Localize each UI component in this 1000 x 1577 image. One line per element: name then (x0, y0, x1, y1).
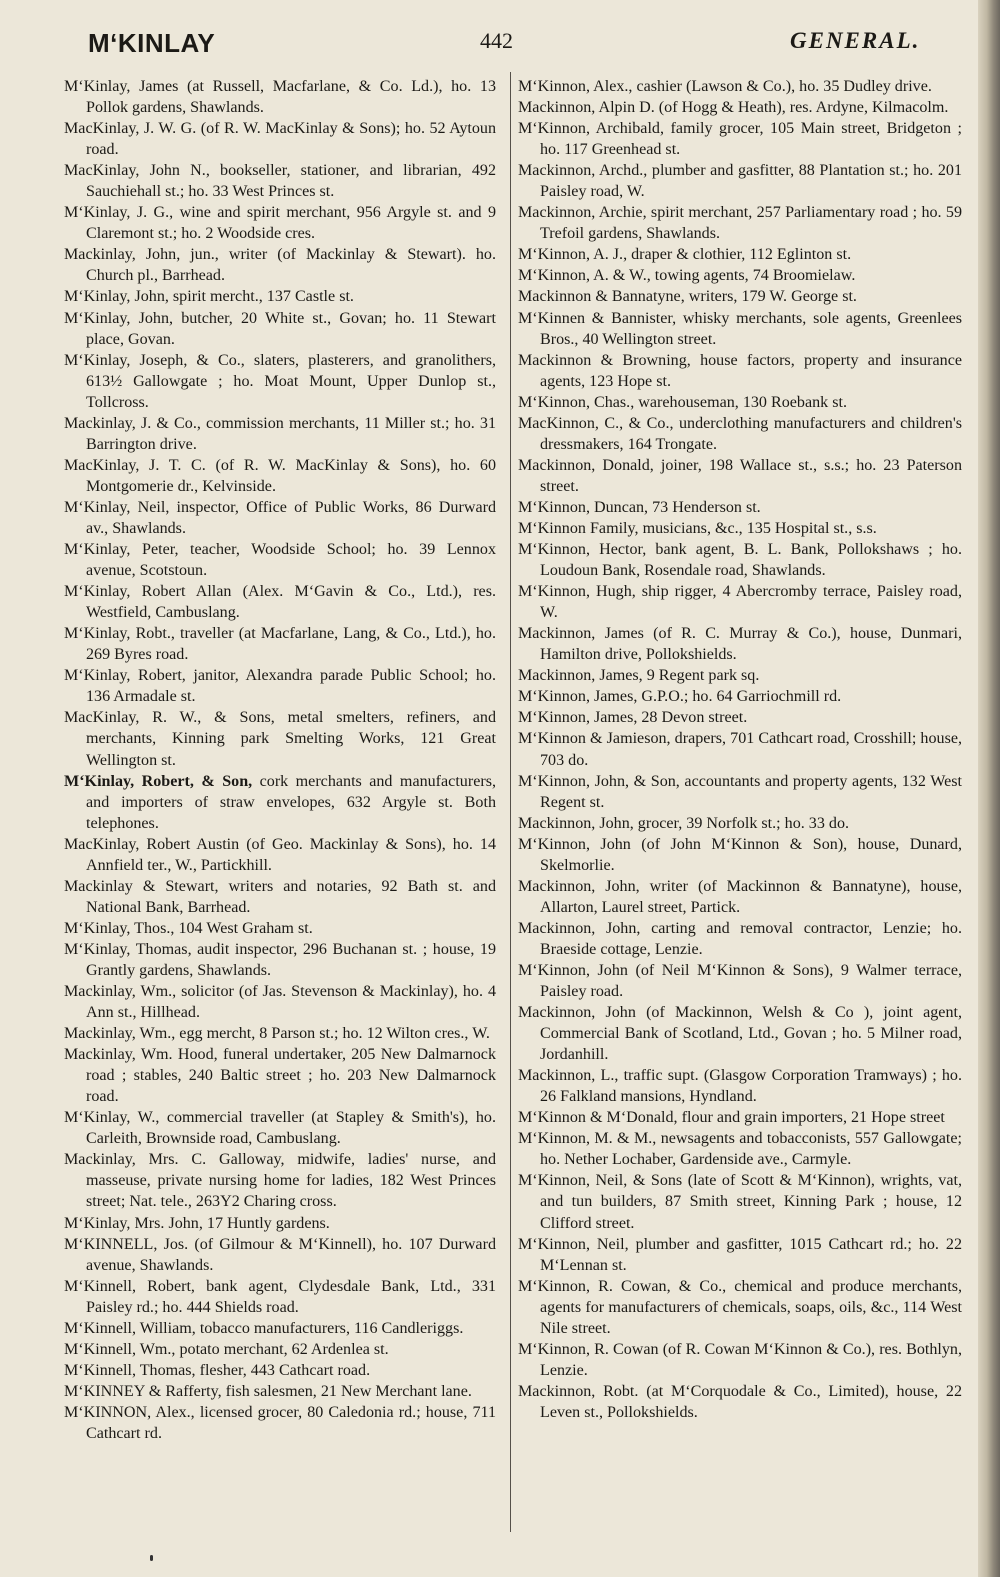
left-column (64, 76, 496, 1444)
entry-details: cork merchants and manufacturers, and importers of straw envelopes, 632 Argyle st. Both telephones. (86, 772, 496, 832)
directory-entry: Mackinnon, L., traffic supt. (Glasgow Corporation Tramways) ; ho. 26 Falkland mansions, Hyndland. (518, 1067, 962, 1106)
directory-entry: M‘Kinnon, Alex., cashier (Lawson & Co.), ho. 35 Dudley drive. (518, 78, 932, 95)
directory-entry: M‘Kinnon, Neil, & Sons (late of Scott & M‘Kinnon), wrights, vat, and tun builders, 87 Smith street, Kinning Park ; house, 12 Clifford street. (518, 1172, 962, 1232)
directory-entry: Mackinnon, James (of R. C. Murray & Co.), house, Dunmari, Hamilton drive, Pollokshields. (518, 625, 962, 664)
directory-entry: M‘Kinnon, A. J., draper & clothier, 112 Eglinton st. (518, 246, 852, 264)
directory-entry: M‘Kinnon, John, & Son, accountants and property agents, 132 West Regent st. (518, 772, 962, 811)
directory-entry: Mackinnon, John, grocer, 39 Norfolk st.; ho. 33 do. (518, 814, 850, 832)
page-header (0, 22, 978, 62)
directory-entry: M‘Kinnon, Archibald, family grocer, 105 Main street, Bridgeton ; ho. 117 Greenhead st. (518, 120, 962, 159)
directory-entry: Mackinnon, Archd., plumber and gasfitter, 88 Plantation st.; ho. 201 Paisley road, W. (518, 162, 962, 201)
directory-entry: M‘KINNELL, Jos. (of Gilmour & M‘Kinnell), ho. 107 Durward avenue, Shawlands. (64, 1235, 496, 1274)
directory-entry: M‘Kinnon, A. & W., towing agents, 74 Broomielaw. (518, 267, 856, 285)
directory-entry: M‘Kinlay, Thomas, audit inspector, 296 Buchanan st. ; house, 19 Grantly gardens, Shawlands. (64, 940, 496, 979)
directory-entry: M‘Kinnen & Bannister, whisky merchants, sole agents, Greenlees Bros., 40 Wellington street. (518, 309, 962, 348)
directory-entry: M‘Kinlay, J. G., wine and spirit merchant, 956 Argyle st. and 9 Claremont st.; ho. 2 Woodside cres. (64, 204, 496, 243)
directory-entry: Mackinlay, J. & Co., commission merchants, 11 Miller st.; ho. 31 Barrington drive. (64, 414, 496, 453)
directory-entry: MacKinlay, J. W. G. (of R. W. MacKinlay & Sons); ho. 52 Aytoun road. (64, 120, 496, 159)
directory-entry: M‘Kinnell, Thomas, flesher, 443 Cathcart road. (64, 1361, 371, 1379)
directory-entry: M‘Kinlay, Mrs. John, 17 Huntly gardens. (64, 1214, 330, 1232)
directory-entry: Mackinlay & Stewart, writers and notaries, 92 Bath st. and National Bank, Barrhead. (64, 877, 496, 916)
directory-entry: MacKinnon, C., & Co., underclothing manufacturers and children's dressmakers, 164 Trongate. (518, 414, 962, 453)
directory-entry: M‘Kinnell, William, tobacco manufacturers, 116 Candleriggs. (64, 1319, 464, 1337)
directory-entry: M‘KINNEY & Rafferty, fish salesmen, 21 New Merchant lane. (64, 1382, 472, 1400)
directory-entry: Mackinnon, John, writer (of Mackinnon & Bannatyne), house, Allarton, Laurel street, Partick. (518, 877, 962, 916)
page-number: 442 (480, 28, 513, 53)
directory-entry: M‘Kinnon & M‘Donald, flour and grain importers, 21 Hope street (518, 1109, 945, 1127)
directory-entry: M‘Kinnell, Robert, bank agent, Clydesdale Bank, Ltd., 331 Paisley rd.; ho. 444 Shields road. (64, 1277, 496, 1316)
directory-entry: M‘Kinnon, Chas., warehouseman, 130 Roebank st. (518, 393, 847, 411)
book-gutter-edge (978, 0, 1000, 1577)
ink-speck (150, 1555, 153, 1561)
directory-entry: Mackinnon, Robt. (at M‘Corquodale & Co., Limited), house, 22 Leven st., Pollokshields. (518, 1382, 962, 1421)
directory-entry: M‘Kinlay, Robert, janitor, Alexandra parade Public School; ho. 136 Armadale st. (64, 667, 496, 706)
directory-entry: Mackinlay, Wm. Hood, funeral undertaker, 205 New Dalmarnock road ; stables, 240 Baltic street ; ho. 203 New Dalmarnock road. (64, 1046, 496, 1106)
directory-entry: M‘Kinnon, R. Cowan (of R. Cowan M‘Kinnon & Co.), res. Bothlyn, Lenzie. (518, 1340, 962, 1379)
running-head-section: GENERAL. (790, 28, 921, 53)
directory-entry (64, 771, 496, 834)
directory-entry: MacKinlay, J. T. C. (of R. W. MacKinlay & Sons), ho. 60 Montgomerie dr., Kelvinside. (64, 456, 496, 495)
directory-entry: M‘Kinlay, John, spirit mercht., 137 Castle st. (64, 288, 354, 306)
directory-entry: Mackinlay, Mrs. C. Galloway, midwife, ladies' nurse, and masseuse, private nursing home for ladies, 182 West Princes street; Nat. tele., 263Y2 Charing cross. (64, 1151, 496, 1211)
directory-entry: Mackinnon, Alpin D. (of Hogg & Heath), res. Ardyne, Kilmacolm. (518, 99, 949, 117)
directory-entry: M‘Kinnon, James, G.P.O.; ho. 64 Garriochmill rd. (518, 688, 842, 706)
directory-entry: M‘Kinnell, Wm., potato merchant, 62 Ardenlea st. (64, 1340, 389, 1358)
directory-entry: MacKinlay, John N., bookseller, stationer, and librarian, 492 Sauchiehall st.; ho. 33 West Princes st. (64, 162, 496, 201)
directory-entry: M‘Kinlay, Robert Allan (Alex. M‘Gavin & Co., Ltd.), res. Westfield, Cambuslang. (64, 583, 496, 622)
directory-entry: M‘Kinnon, R. Cowan, & Co., chemical and produce merchants, agents for manufacturers of chemicals, soaps, oils, &c., 114 West Nile street. (518, 1277, 962, 1337)
directory-entry: M‘Kinnon, M. & M., newsagents and tobacconists, 557 Gallowgate; ho. Nether Lochaber, Gardenside ave., Carmyle. (518, 1130, 962, 1169)
directory-entry: Mackinnon, Archie, spirit merchant, 257 Parliamentary road ; ho. 59 Trefoil gardens, Shawlands. (518, 204, 962, 243)
directory-entry: Mackinlay, Wm., solicitor (of Jas. Stevenson & Mackinlay), ho. 4 Ann st., Hillhead. (64, 983, 496, 1022)
directory-entry: M‘Kinlay, Robt., traveller (at Macfarlane, Lang, & Co., Ltd.), ho. 269 Byres road. (64, 625, 496, 664)
directory-entry: MacKinlay, Robert Austin (of Geo. Mackinlay & Sons), ho. 14 Annfield ter., W., Partickhill. (64, 835, 496, 874)
directory-entry: Mackinlay, John, jun., writer (of Mackinlay & Stewart). ho. Church pl., Barrhead. (64, 246, 496, 285)
directory-entry: Mackinnon, John (of Mackinnon, Welsh & Co ), joint agent, Commercial Bank of Scotland, Ltd., Govan ; ho. 5 Milner road, Jordanhill. (518, 1004, 962, 1064)
directory-entry: M‘Kinnon, John (of Neil M‘Kinnon & Sons), 9 Walmer terrace, Paisley road. (518, 961, 962, 1001)
entry-name-bold: M‘Kinlay, Robert, & Son, (64, 772, 253, 790)
directory-entry: M‘Kinlay, Neil, inspector, Office of Public Works, 86 Durward av., Shawlands. (64, 498, 496, 537)
directory-entry: Mackinnon, Donald, joiner, 198 Wallace st., s.s.; ho. 23 Paterson street. (518, 456, 962, 495)
directory-entry: Mackinnon & Bannatyne, writers, 179 W. George st. (518, 288, 857, 306)
running-head-surname: M‘KINLAY (88, 28, 216, 58)
column-divider (510, 72, 511, 1532)
directory-entry: M‘Kinlay, Thos., 104 West Graham st. (64, 919, 313, 937)
directory-entry: M‘Kinlay, John, butcher, 20 White st., Govan; ho. 11 Stewart place, Govan. (64, 309, 496, 348)
directory-entry: M‘Kinnon, Hector, bank agent, B. L. Bank, Pollokshaws ; ho. Loudoun Bank, Rosendale road, Shawlands. (518, 541, 962, 580)
directory-entry: M‘Kinlay, Peter, teacher, Woodside School; ho. 39 Lennox avenue, Scotstoun. (64, 541, 496, 580)
directory-entry: MacKinlay, R. W., & Sons, metal smelters, refiners, and merchants, Kinning park Smelting Works, 121 Great Wellington st. (64, 709, 496, 769)
directory-entry: M‘Kinlay, James (at Russell, Macfarlane, & Co. Ld.), ho. 13 Pollok gardens, Shawlands. (64, 78, 496, 117)
directory-entry: Mackinnon, James, 9 Regent park sq. (518, 667, 760, 685)
directory-entry: Mackinnon, John, carting and removal contractor, Lenzie; ho. Braeside cottage, Lenzie. (518, 919, 962, 958)
directory-entry: M‘Kinnon Family, musicians, &c., 135 Hospital st., s.s. (518, 519, 877, 537)
directory-entry: M‘Kinlay, W., commercial traveller (at Stapley & Smith's), ho. Carleith, Brownside road, Cambuslang. (64, 1109, 496, 1148)
directory-entry: M‘Kinlay, Joseph, & Co., slaters, plasterers, and granolithers, 613½ Gallowgate ; ho. Moat Mount, Upper Dunlop st., Tollcross. (64, 351, 496, 411)
directory-entry: M‘Kinnon & Jamieson, drapers, 701 Cathcart road, Crosshill; house, 703 do. (518, 730, 962, 769)
directory-entry: Mackinlay, Wm., egg mercht, 8 Parson st.; ho. 12 Wilton cres., W. (64, 1025, 490, 1043)
directory-entry: M‘Kinnon, James, 28 Devon street. (518, 709, 748, 727)
right-column (518, 76, 962, 1423)
directory-entry: M‘Kinnon, Hugh, ship rigger, 4 Abercromby terrace, Paisley road, W. (518, 583, 962, 622)
directory-entry: M‘KINNON, Alex., licensed grocer, 80 Caledonia rd.; house, 711 Cathcart rd. (64, 1403, 496, 1442)
directory-entry: M‘Kinnon, Neil, plumber and gasfitter, 1015 Cathcart rd.; ho. 22 M‘Lennan st. (518, 1235, 962, 1274)
directory-entry: M‘Kinnon, Duncan, 73 Henderson st. (518, 498, 761, 516)
directory-entry: Mackinnon & Browning, house factors, property and insurance agents, 123 Hope st. (518, 351, 962, 390)
directory-entry: M‘Kinnon, John (of John M‘Kinnon & Son), house, Dunard, Skelmorlie. (518, 835, 962, 874)
